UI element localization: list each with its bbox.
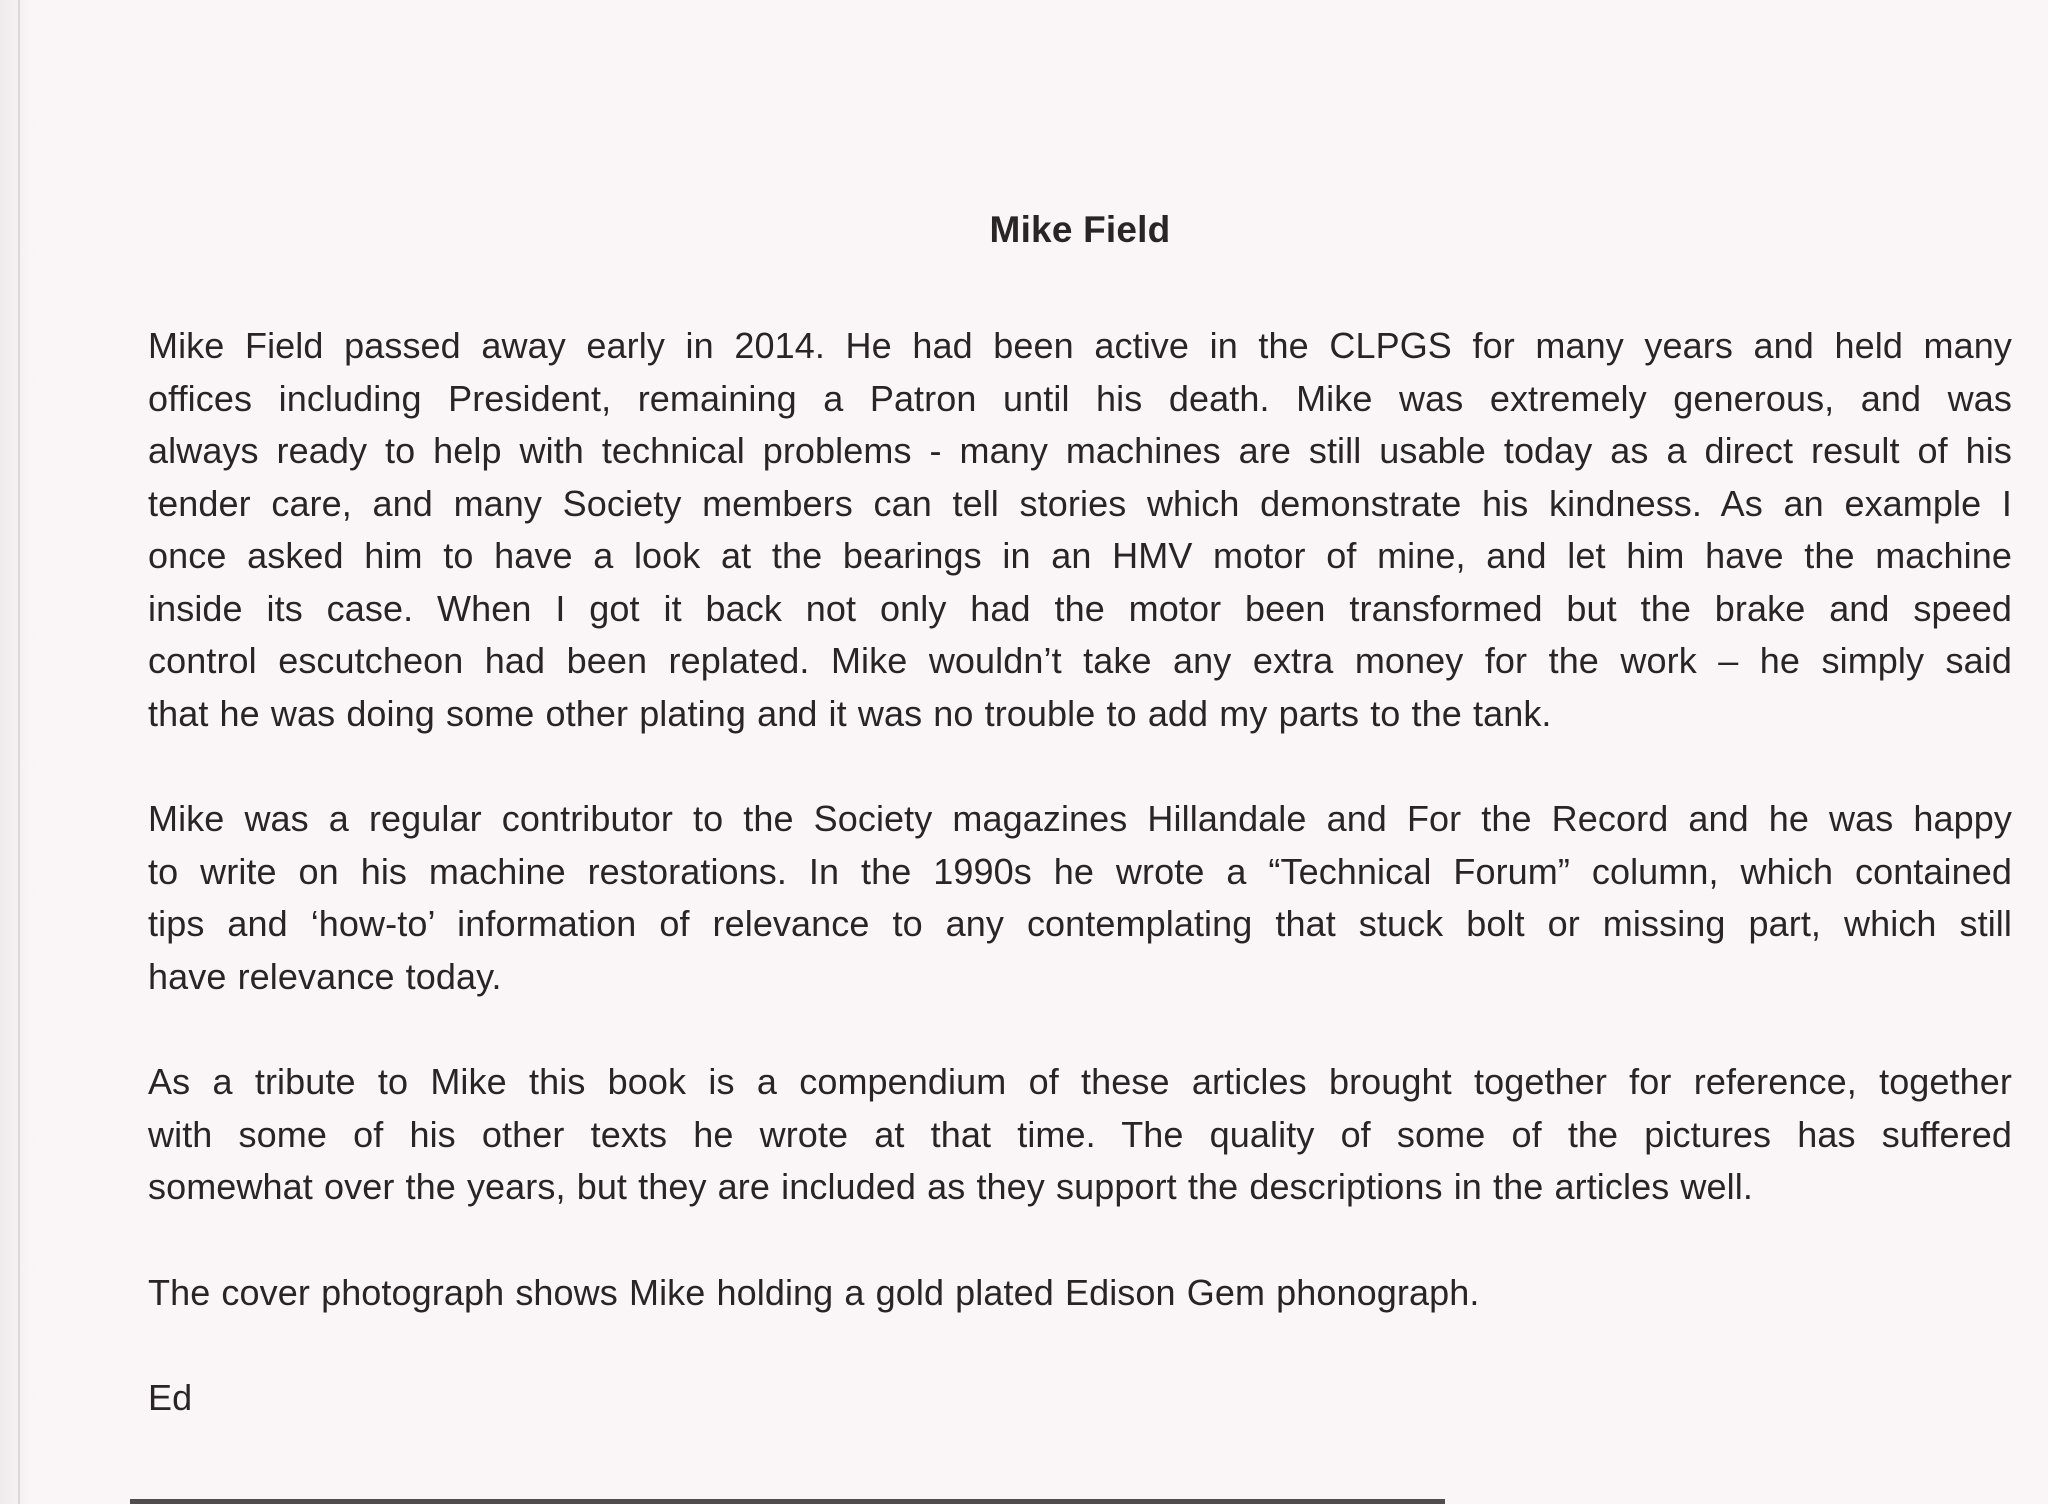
scan-artifact-line	[130, 1499, 1445, 1504]
document-body	[148, 320, 2012, 1425]
paragraph	[148, 1372, 2012, 1425]
text-line: that he was doing some other plating and it was no trouble to add my parts to the tank.	[148, 692, 1552, 734]
text-line: As a tribute to Mike this book is a compendium of these articles brought together for reference, together	[148, 1061, 2012, 1102]
text-line: offices including President, remaining a Patron until his death. Mike was extremely generous, and was	[148, 377, 2012, 419]
text-line: always ready to help with technical problems - many machines are still usable today as a direct result of his	[148, 430, 2012, 471]
text-line: to write on his machine restorations. In the 1990s he wrote a “Technical Forum” column, which contained	[148, 850, 2012, 892]
paragraph	[148, 1267, 2012, 1320]
text-line: Mike Field passed away early in 2014. He had been active in the CLPGS for many years and held many	[148, 325, 2012, 366]
text-line: control escutcheon had been replated. Mike wouldn’t take any extra money for the work – he simply said	[148, 640, 2012, 681]
scan-edge-shadow	[0, 0, 34, 1504]
text-line: have relevance today.	[148, 955, 502, 997]
text-line: The cover photograph shows Mike holding a gold plated Edison Gem phonograph.	[148, 1271, 1480, 1313]
paragraph	[148, 793, 2012, 1003]
page-title: Mike Field	[989, 209, 1171, 250]
text-line: tender care, and many Society members can tell stories which demonstrate his kindness. As an example I	[148, 482, 2012, 524]
text-line: somewhat over the years, but they are included as they support the descriptions in the articles well.	[148, 1166, 1753, 1207]
paragraph	[148, 320, 2012, 740]
text-line: Ed	[148, 1377, 193, 1418]
document-content	[148, 0, 2012, 1478]
scan-edge-line	[18, 0, 20, 1504]
text-line: with some of his other texts he wrote at that time. The quality of some of the pictures has suffered	[148, 1113, 2012, 1155]
text-line: once asked him to have a look at the bearings in an HMV motor of mine, and let him have the machine	[148, 535, 2012, 576]
text-line: Mike was a regular contributor to the Society magazines Hillandale and For the Record and he was happy	[148, 798, 2012, 839]
paragraph	[148, 1056, 2012, 1214]
text-line: inside its case. When I got it back not only had the motor been transformed but the brake and speed	[148, 587, 2012, 629]
text-line: tips and ‘how-to’ information of relevance to any contemplating that stuck bolt or missing part, which still	[148, 903, 2012, 944]
